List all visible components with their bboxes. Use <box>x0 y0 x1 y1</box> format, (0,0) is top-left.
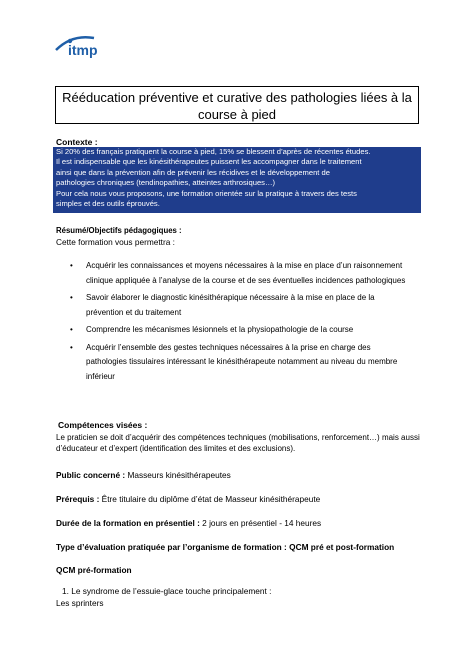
itmp-logo <box>50 28 110 64</box>
title-line-1: Rééducation préventive et curative des pathologies liées à la <box>62 90 412 105</box>
qcm-label: QCM pré-formation <box>56 565 132 575</box>
bullet-icon: • <box>70 342 73 352</box>
duree-value: 2 jours en présentiel - 14 heures <box>202 518 322 528</box>
qcm-answer: Les sprinters <box>56 598 104 608</box>
list-item <box>70 341 410 385</box>
context-line: Si 20% des français pratiquent la course à pied, 15% se blessent d’après de récentes études. <box>56 147 371 156</box>
prerequis-value: Être titulaire du diplôme d’état de Masseur kinésithérapeute <box>101 494 321 504</box>
bullet-icon: • <box>70 325 73 334</box>
evaluation-line: Type d’évaluation pratiquée par l’organisme de formation : QCM pré et post-formation <box>56 542 395 552</box>
duree-line <box>56 518 321 528</box>
context-line: pathologies chroniques (tendinopathies, atteintes arthrosiques…) <box>56 178 276 188</box>
context-label: Contexte : <box>56 137 98 147</box>
list-item <box>70 291 410 320</box>
competences-label: Compétences visées : <box>58 420 148 430</box>
context-line: simples et des outils éprouvés. <box>56 199 160 209</box>
context-line: Il est indispensable que les kinésithérapeutes puissent les accompagner dans le traitement <box>56 157 362 167</box>
objectives-list <box>70 259 410 387</box>
objective-text: Savoir élaborer le diagnostic kinésithérapique nécessaire à la mise en place de la prévention et du traitement <box>86 293 375 317</box>
objective-text: Acquérir l’ensemble des gestes techniques nécessaires à la prise en charge des pathologies tissulaires intéressant le kinésithérapeute notamment au niveau du membre inférieur <box>86 342 398 381</box>
objectives-intro: Cette formation vous permettra : <box>56 237 175 247</box>
objectives-label: Résumé/Objectifs pédagogiques : <box>56 226 182 235</box>
competences-text: Le praticien se doit d’acquérir des compétences techniques (mobilisations, renforcement…) mais aussi d’éducateur et d’expert (identification des limites et des exclusions). <box>56 433 420 453</box>
logo-text: itmp <box>68 42 98 58</box>
prerequis-label: Prérequis : <box>56 494 100 504</box>
public-value: Masseurs kinésithérapeutes <box>127 470 231 480</box>
bullet-icon: • <box>70 261 73 270</box>
qcm-question: 1. Le syndrome de l’essuie-glace touche principalement : <box>62 586 272 596</box>
title-line-2: course à pied <box>197 107 277 122</box>
objective-text: Comprendre les mécanismes lésionnels et la physiopathologie de la course <box>86 325 354 334</box>
context-line: Pour cela nous vous proposons, une formation orientée sur la pratique à travers des tests <box>56 188 357 198</box>
public-line <box>56 470 231 480</box>
context-line: ainsi que dans la prévention afin de prévenir les récidives et le développement de <box>56 167 330 177</box>
objective-text: Acquérir les connaissances et moyens nécessaires à la mise en place d’un raisonnement clinique appliquée à l’analyse de la course et de ses éventuelles incidences pathologiques <box>86 261 406 285</box>
bullet-icon: • <box>70 293 73 302</box>
list-item <box>70 259 410 288</box>
public-label: Public concerné : <box>56 470 126 480</box>
list-item <box>70 323 410 338</box>
context-box <box>53 147 421 213</box>
duree-label: Durée de la formation en présentiel : <box>56 518 200 528</box>
prerequis-line <box>56 494 320 504</box>
document-title <box>55 86 419 124</box>
